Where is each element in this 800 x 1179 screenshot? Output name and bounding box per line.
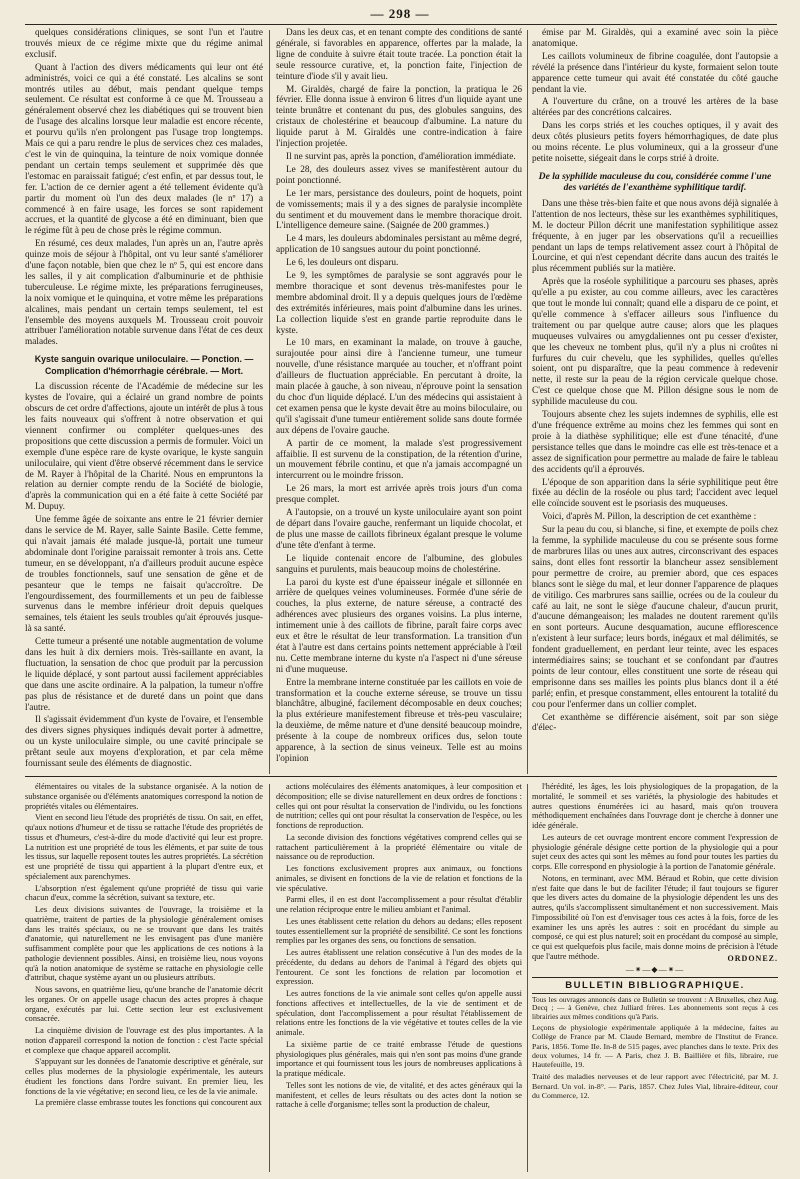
paragraph: Dans les deux cas, et en tenant compte des conditions de santé générale, si favorables en apparence, offertes par la malade, la ligne de conduite à suivre était toute tracée. La ponction était la seule ressource curative, et, la ponction faite, l'injection de teinture d'iode s'il y avait lieu.: [276, 28, 522, 82]
paragraph: La discussion récente de l'Académie de médecine sur les kystes de l'ovaire, qui a éclairé un grand nombre de points obscurs de cet ordre d'affections, ajoute un intérêt de plus à tous les faits nouveaux qui s'offrent à notre observation et qui viennent confirmer ou compléter quelques-unes des propositions que cette discussion a permis de formuler. Voici un exemple d'une espèce rare de kyste ovarique, le kyste sanguin uniloculaire, qui vient d'être observé récemment dans le service de M. Rayer à l'hôpital de la Charité. Nous en empruntons la relation au dernier compte rendu de la Société de biologie, d'après la communication qui en a été faite à cette Société par M. Dupuy.: [25, 382, 263, 513]
section-rule: [25, 776, 777, 777]
paragraph: Il s'agissait évidemment d'un kyste de l'ovaire, et l'ensemble des divers signes physiques indiqués devait porter à admettre, ou un kyste uniloculaire simple, ou une cavité principale se prêtant seule aux moyens d'exploration, et par cela même fournissant seule des éléments de diagnostic.: [25, 715, 263, 770]
paragraph: La cinquième division de l'ouvrage est des plus importantes. A la notion d'appareil correspond la notion de fonction : c'est l'acte spécial et complexe que chaque appareil accomplit.: [25, 1026, 263, 1055]
lower-column-3: [532, 782, 778, 1174]
paragraph: Quant à l'action des divers médicaments qui leur ont été administrés, voici ce qui a été constaté. Les alcalins se sont montrés utiles au début, mais pendant quelque temps seulement. Ce résultat est conforme à ce que M. Trousseau a généralement observé chez les diabétiques qui se trouvent bien de l'usage des alcalins lorsque leur maladie est encore récente, et pourvu qu'ils n'en prolongent pas l'usage trop longtemps. Mais ce qui a paru rendre le plus de services chez ces malades, c'est le vin de quinquina, la teinture de noix vomique donnée pendant un certain temps seulement et supprimée dès que l'estomac en paraissait fatigué; c'est enfin, et par dessus tout, le fer. L'action de ce dernier agent a été tellement évidente qu'à partir du moment où l'un des deux malades (le nº 17) a commencé à en faire usage, les forces se sont rapidement accrues, et la quantité de glycose a été en diminuant, bien que le régime fût à peu de chose près le régime commun.: [25, 62, 263, 237]
bulletin-intro: Tous les ouvrages annoncés dans ce Bulletin se trouvent : A Bruxelles, chez Aug. Decq ; — à Genève, chez Julliard frères. Les abonnements sont reçus à ces librairies aux mêmes conditions qu'à Paris.: [532, 994, 778, 1021]
paragraph: Le 9, les symptômes de paralysie se sont aggravés pour le membre thoracique et sont devenus très-manifestes pour le membre abdominal droit. Il y a depuis quelques jours de l'œdème des extrémités inférieures, mais point d'albumine dans les urines. La collection liquide s'est en grande partie reproduite dans le kyste.: [276, 271, 522, 336]
upper-column-1: [25, 28, 263, 776]
paragraph: En résumé, ces deux malades, l'un après un an, l'autre après quinze mois de séjour à l'hôpital, ont vu leur santé s'améliorer d'une façon notable, bien que chez le nº 5, qui est encore dans les salles, il y ait complication d'albuminurie et de phthisie tuberculeuse. Le régime mixte, les préparations ferrugineuses, la noix vomique et le quinquina, et votre même les préparations alcalines, mais pendant un certain temps seulement, tel est l'ensemble des moyens auxquels M. Trousseau croit pouvoir attribuer l'amélioration notable survenue dans l'état de ces deux malades.: [25, 239, 263, 348]
paragraph: Les fonctions exclusivement propres aux animaux, ou fonctions animales, se divisent en fonctions de la vie de relation et fonctions de la vie spéculative.: [276, 864, 522, 893]
paragraph: Les autres établissent une relation consécutive à l'un des modes de la précédente, du dedans au dehors de l'animal à l'égard des objets qui l'entourent. Ce sont les fonctions de relation par locomotion et expression.: [276, 948, 522, 987]
paragraph: A l'ouverture du crâne, on a trouvé les artères de la base altérées par des concrétions calcaires.: [532, 97, 778, 119]
upper-column-3: [532, 28, 778, 776]
paragraph: Le 1er mars, persistance des douleurs, point de hoquets, point de vomissements; mais il y a des signes de paralysie incomplète du sentiment et du mouvement dans le membre thoracique droit. L'intelligence demeure saine. (Saignée de 200 grammes.): [276, 188, 522, 232]
bulletin-title: BULLETIN BIBLIOGRAPHIQUE.: [532, 977, 778, 994]
paragraph: Le 4 mars, les douleurs abdominales persistant au même degré, application de 10 sangsues autour du point ponctionné.: [276, 234, 522, 256]
paragraph: Sur la peau du cou, si blanche, si fine, et exempte de poils chez la femme, la syphilide maculeuse du cou se présente sous forme de marbrures lilas ou unes aux autres, circonscrivant des espaces sains, dont elles font ressortir la blancheur assez sensiblement pour permettre de croire, au premier abord, que ces espaces blancs sont le siège du mal, et leur donner l'apparence de plaques de vitiligo. Ces marbrures sans saillie, ocrées ou de la couleur du café au lait, ne sont le siège d'aucune chaleur, d'aucun prurit, d'aucune démangeaison; les malades ne doutent rarement qu'ils en sont porteurs. Aucune desquamation, aucune efflorescence n'existent à leur surface; leurs bords, inégaux et mal délimités, se fondent graduellement, en perdant leur teinte, avec les espaces intermédiaires sains; se touchant et se confondant par d'autres points de leur contour, elles constituent une sorte de réseau qui emprisonne dans ses mailles les points plus blancs dont il a été parlé; enfin, et presque constamment, elles entourent la totalité du cou pour l'enfermer dans un collier complet.: [532, 525, 778, 710]
paragraph: émise par M. Giraldès, qui a examiné avec soin la pièce anatomique.: [532, 28, 778, 49]
paragraph: Après que la roséole syphilitique a parcouru ses phases, après qu'elle a pu exister, au cou comme ailleurs, avec les caractères que tout le monde lui connaît; quand elle a disparu de ce point, et qu'elle commence à s'effacer ailleurs sous l'influence du traitement ou par quelque autre cause; alors que les plaques muqueuses vulvaires ou amygdaliennes ont pu cesser d'exister, que les cheveux ne tombent plus, qu'il n'y a plus ni croûtes ni furfures du cuir chevelu, que les syphilides, quelles qu'elles soient, ont pu disparaître, que la peau commence à redevenir nette, il reste sur la peau de la région cervicale quelque chose. C'est ce quelque chose que M. Pillon désigne sous le nom de syphilide maculeuse du cou.: [532, 277, 778, 408]
paragraph: Les autres fonctions de la vie animale sont celles qu'on appelle aussi fonctions affectives et intellectuelles, de la vie de sentiment et de spéculation, dont l'accomplissement a pour résultat l'établissement de relations entre les fonctions de la vie végétative et toutes celles de la vie animale.: [276, 989, 522, 1037]
paragraph: Toujours absente chez les sujets indemnes de syphilis, elle est d'une fréquence extrême au moins chez les femmes qui sont en proie à la diathèse syphilitique; elle est d'une ténacité, d'une persistance telles que dans le moindre cas elle est très-tenace et a assez de signification pour permettre au malade de faire le tableau des accidents qu'il a éprouvés.: [532, 410, 778, 475]
paragraph: Les auteurs de cet ouvrage montrent encore comment l'expression de physiologie générale désigne cette portion de la physiologie qui a pour sujet ceux des actes qui sont les mêmes au fond pour toutes les parties du corps. Elle correspond en physiologie à la portion de l'anatomie générale.: [532, 832, 778, 871]
page-number: — 298 —: [370, 6, 430, 21]
section-heading-syphilide: De la syphilide maculeuse du cou, considérée comme l'une des variétés de l'exanthème syphilitique tardif.: [538, 170, 772, 194]
lower-column-2: [276, 782, 522, 1174]
paragraph: Les deux divisions suivantes de l'ouvrage, la troisième et la quatrième, traitent de parties de la physiologie généralement omises dans les traités spéciaux, ou ne se trouvant que dans les traités d'anatomie, qui naturellement ne les envisagent pas d'une manière suffisamment complète pour que les applications de ces notions à la pathologie deviennent possibles. Ainsi, en troisième lieu, nous voyons qu'à la notion anatomique de système se rattache en physiologie celle d'attribut, chaque système ayant un ou plusieurs attributs.: [25, 905, 263, 983]
paragraph: Dans les corps striés et les couches optiques, il y avait des deux côtés plusieurs petits foyers hémorrhagiques, de date plus ou moins récente. Le plus volumineux, qui a la grosseur d'une petite noisette, siégeait dans le corps strié à droite.: [532, 121, 778, 164]
paragraph: quelques considérations cliniques, se sont l'un et l'autre trouvés mieux de ce régime mixte que du régime animal exclusif.: [25, 28, 263, 60]
paragraph: Voici, d'après M. Pillon, la description de cet exanthème :: [542, 512, 757, 523]
bulletin-book-entry: Traité des maladies nerveuses et de leur rapport avec l'électricité, par M. J. Bernard. Un vol. in-8°. — Paris, 1857. Chez Jules Vial, libraire-éditeur, cour du Commerce, 12.: [532, 1072, 778, 1100]
paragraph: Notons, en terminant, avec MM. Béraud et Robin, que cette division n'est faite que dans le but de faciliter l'étude; il faut toujours se figurer que les divers actes du domaine de la physiologie dépendent les uns des autres, qu'ils s'accomplissent simultanément et non successivement. Mais l'impossibilité où l'on est d'envisager tous ces actes à la fois, force de les examiner les uns après les autres : soit en procédant du simple au composé, ce qui est plus naturel; soit en procédant du composé au simple, ce qui est quelquefois plus facile, mais donne moins de précision à l'étude que l'autre méthode.: [532, 873, 778, 961]
paragraph: actions moléculaires des éléments anatomiques, à leur composition et décomposition; elle se divise naturellement en deux ordres de fonctions : celles qui ont pour résultat la conservation de l'individu, ou les fonctions de nutrition; celles qui ont pour résultat la conservation de l'espèce, ou les fonctions de reproduction.: [276, 782, 522, 830]
paragraph: Dans une thèse très-bien faite et que nous avons déjà signalée à l'attention de nos lecteurs, thèse sur les exanthèmes syphilitiques, M. le docteur Pillon décrit une manifestation syphilitique assez fréquente, à en juger par les observations qu'il a recueillies pendant un laps de temps relativement assez court à l'hôpital de Lourcine, et qui n'est cependant décrite dans aucun des traités le plus récemment publiés sur la matière.: [532, 198, 778, 275]
paragraph: Les caillots volumineux de fibrine coagulée, dont l'autopsie a révélé la présence dans l'intérieur du kyste, formaient selon toute apparence cette tumeur qui avait été constatée du côté gauche pendant la vie.: [532, 51, 778, 95]
column-divider: [527, 784, 528, 1172]
column-divider: [269, 784, 270, 1172]
paragraph: Vient en second lieu l'étude des propriétés de tissu. On sait, en effet, qu'aux notions d'humeur et de tissu se rattache l'étude des propriétés de tissus et d'humeurs, c'est-à-dire du mode d'activité qui leur est propre. La nutrition est une propriété de tous les éléments, et par suite de tous les tissus, sur laquelle reposent toutes les autres propriétés. La sécrétion est une propriété de tissu qui appartient à la plupart d'entre eux, et spécialement aux parenchymes.: [25, 813, 263, 881]
top-rule: [25, 24, 777, 25]
paragraph: Le 26 mars, la mort est arrivée après trois jours d'un coma presque complet.: [276, 484, 522, 506]
column-divider: [269, 30, 270, 774]
ornament-divider: —⁕—◆—⁕—: [625, 964, 685, 974]
paragraph: Cette tumeur a présenté une notable augmentation de volume dans les huit à dix derniers mois. Très-saillante en avant, la fluctuation, la sensation de choc que produit par la percussion le liquide déplacé, y sont partout aussi facilement appréciables que dans une ascite ordinaire. A la palpation, la tumeur n'offre pas plus de résistance et de dureté dans un point que dans l'autre.: [25, 637, 263, 713]
paragraph: Les unes établissent cette relation du dehors au dedans; elles reposent toutes essentiellement sur la propriété de sensibilité. Ce sont les fonctions remplies par les organes des sens, ou fonctions de sensation.: [276, 916, 522, 946]
paragraph: Nous savons, en quatrième lieu, qu'une branche de l'anatomie décrit les organes. Or on appelle usage chacun des actes propres à chaque organe, exécutés par lui. Cette section leur est exclusivement consacrée.: [25, 985, 263, 1024]
lower-column-1: [25, 782, 263, 1174]
paragraph: A l'autopsie, on a trouvé un kyste uniloculaire ayant son point de départ dans l'ovaire gauche, renfermant un liquide chocolat, et de plus une masse de caillots fibrineux égalant presque le volume d'une tête d'enfant à terme.: [276, 508, 522, 551]
paragraph: L'absorption n'est également qu'une propriété de tissu qui varie chacun d'eux, comme la sécrétion, suivant sa texture, etc.: [25, 883, 263, 903]
bulletin-book-entry: Leçons de physiologie expérimentale appliquée à la médecine, faites au Collège de France par M. Claude Bernard, membre de l'Institut de France. Paris, 1856. Tome IIe. In-8 de 515 pages, avec planches dans le texte. Prix des deux volumes, 14 fr. — A Paris, chez J. B. Baillière et fils, libraire, rue Hautefeuille, 19.: [532, 1023, 778, 1070]
paragraph: Entre la membrane interne constituée par les caillots en voie de transformation et la couche externe séreuse, se trouve un tissu blanchâtre, albuginé, facilement décomposable en deux couches; la plus extérieure manifestement fibreuse et très-peu vasculaire; la deuxième, de même nature et d'une densité beaucoup moindre, présente à la coupe de nombreux orifices dus, selon toute apparence, à la section de sinus veineux. Telle est au moins l'opinion: [276, 677, 522, 764]
paragraph: A partir de ce moment, la malade s'est progressivement affaiblie. Il est survenu de la constipation, de la rétention d'urine, un mouvement fébrile continu, et que n'a jamais accompagné un intercurrent ou le moindre frisson.: [276, 438, 522, 482]
paragraph: Parmi elles, il en est dont l'accomplissement a pour résultat d'établir une relation réciproque entre le milieu ambiant et l'animal.: [276, 895, 522, 914]
column-divider: [527, 30, 528, 774]
paragraph: Il ne survint pas, après la ponction, d'amélioration immédiate.: [286, 151, 516, 162]
paragraph: S'appuyant sur les données de l'anatomie descriptive et générale, sur celles plus modernes de la physiologie expérimentale, les auteurs étudient les fonctions dans l'ordre suivant. En premier lieu, les fonctions de la vie végétative; en second lieu, ce les de la vie animale.: [25, 1057, 263, 1096]
paragraph: La sixième partie de ce traité embrasse l'étude de questions physiologiques plus générales, mais qui n'en sont pas moins d'une grande importance et qui fournissent tous les jours de nombreuses applications à la pratique médicale.: [276, 1039, 522, 1078]
paragraph: Une femme âgée de soixante ans entre le 21 février dernier dans le service de M. Rayer, salle Sainte Basile. Cette femme, qui n'avait jamais été malade jusque-là, portait une tumeur abdominale dont l'origine paraissait remonter à trois ans. Cette tumeur, en se développant, n'a d'ailleurs produit aucune espèce de troubles fonctionnels, sauf une sensation de gêne et de pesanteur que le temps ne faisait qu'accroître. De l'engourdissement, des fourmillements et un peu de faiblesse survenus dans le membre inférieur droit depuis quelques semaines, tels étaient les seuls troubles qu'ait éprouvés jusque-là sa santé.: [25, 515, 263, 635]
upper-column-2: [276, 28, 522, 776]
paragraph: Le 6, les douleurs ont disparu.: [286, 258, 399, 269]
paragraph: Telles sont les notions de vie, de vitalité, et des actes généraux qui la manifestent, et celles de leurs résultats ou des actes dont la notion se rattache à celle d'organisme; telles sont la production de chaleur,: [276, 1080, 522, 1110]
paragraph: La seconde division des fonctions végétatives comprend celles qui se rattachent particulièrement à la propriété élémentaire ou vitale de naissance ou de reproduction.: [276, 832, 522, 862]
paragraph: l'hérédité, les âges, les lois physiologiques de la propagation, de la mortalité, le sommeil et ses variétés, la physiologie des habitudes et autres questions énumérées ici au hasard, mais qu'on trouvera méthodiquement enchaînées dans l'ouvrage dont je cherche à donner une idée générale.: [532, 782, 778, 830]
paragraph: Le 10 mars, en examinant la malade, on trouve à gauche, surajoutée pour ainsi dire à l'ancienne tumeur, une tumeur nouvelle, d'une résistance marquée au toucher, et n'offrant point d'ailleurs de fluctuation appréciable. En percutant à droite, la main placée à gauche, à son niveau, n'éprouve point la sensation du choc d'un liquide déplacé. L'un des médecins qui assistaient à cet examen pensa que le kyste devait être au moins biloculaire, ou qu'il s'agissait d'une tumeur entièrement solide sans doute formée aux dépens de l'ovaire gauche.: [276, 338, 522, 436]
paragraph: La paroi du kyste est d'une épaisseur inégale et sillonnée en arrière de quelques veines volumineuses. Formée d'une série de couches, la plus externe, de nature séreuse, a contracté des adhérences avec plusieurs des organes voisins. La plus interne, intimement unie à des caillots de fibrine, paraît faire corps avec eux et être le résultat de leur transformation. La transition d'un état à l'autre est dans certains points nettement appréciable à l'œil nu. Cette membrane interne du kyste n'a l'aspect ni d'une séreuse ni d'une muqueuse.: [276, 577, 522, 675]
paragraph: Cet exanthème se différencie aisément, soit par son siège d'élec-: [532, 712, 778, 734]
paragraph: Le liquide contenait encore de l'albumine, des globules sanguins et purulents, mais beaucoup moins de cholestérine.: [276, 553, 522, 575]
paragraph: M. Giraldès, chargé de faire la ponction, la pratiqua le 26 février. Elle donna issue à environ 6 litres d'un liquide ayant une teinte brunâtre et contenant du pus, des globules sanguins, des cristaux de cholestérine et beaucoup d'albumine. La nature du liquide parut à M. Giraldès une contre-indication à faire l'injection projetée.: [276, 84, 522, 150]
author-signature: ORDONEZ.: [727, 953, 778, 963]
paragraph: élémentaires ou vitales de la substance organisée. A la notion de substance organisée ou d'éléments anatomiques correspond la notion de propriétés vitales ou élémentaires.: [25, 782, 263, 811]
section-heading-kyste: Kyste sanguin ovarique uniloculaire. — Ponction. — Complication d'hémorrhagie cérébrale. — Mort.: [34, 354, 254, 376]
paragraph: Le 28, des douleurs assez vives se manifestèrent autour du point ponctionné.: [276, 164, 522, 186]
paragraph: L'époque de son apparition dans la série syphilitique peut être fixée au déclin de la roséole ou plus tard; l'accident avec lequel elle coïncide souvent est le psoriasis des muqueuses.: [532, 477, 778, 510]
paragraph: La première classe embrasse toutes les fonctions qui concourent aux: [35, 1098, 262, 1108]
